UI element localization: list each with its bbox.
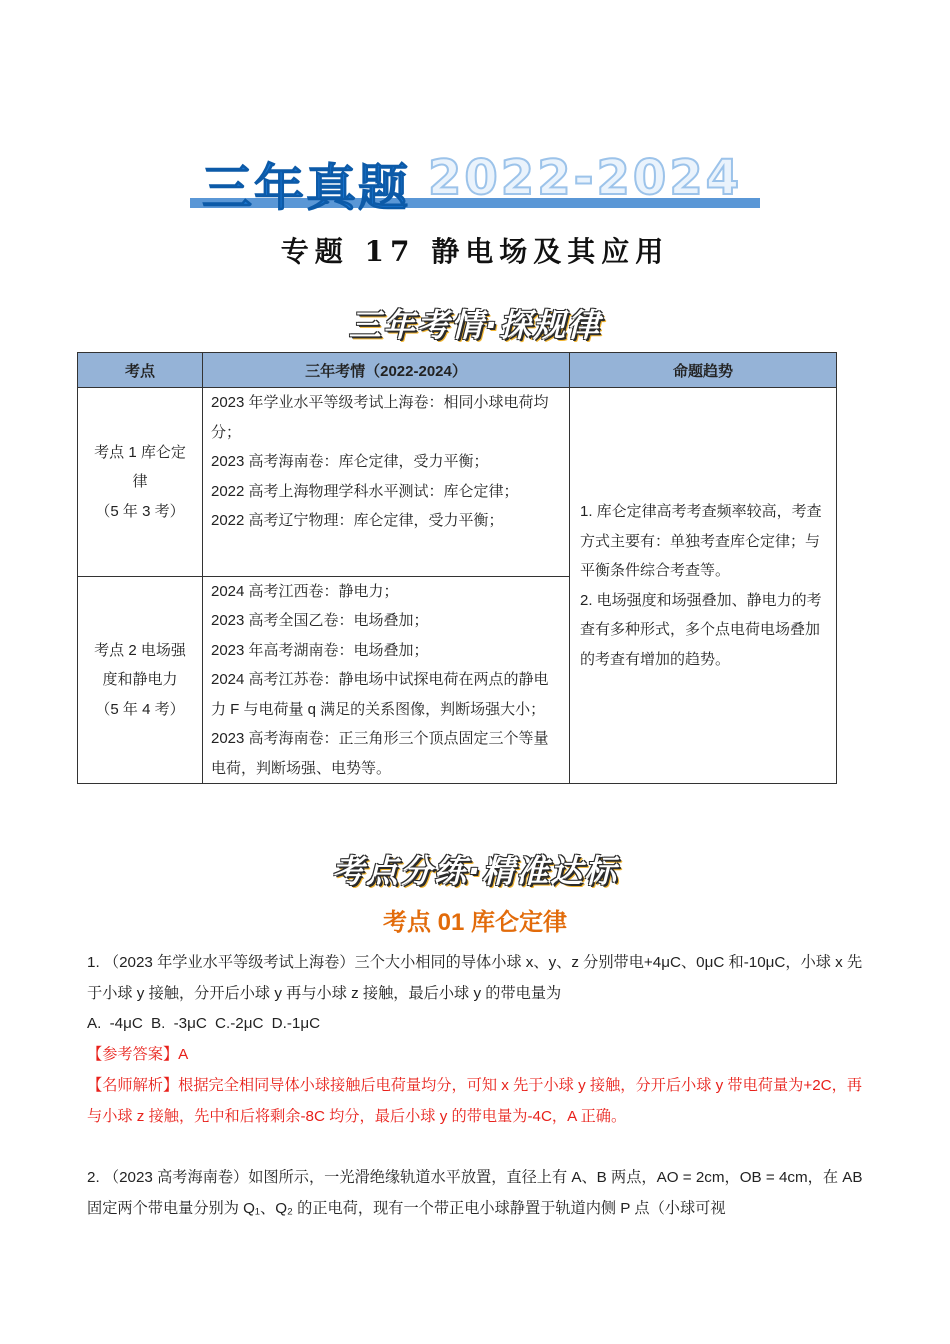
history-item: 2023 高考全国乙卷：电场叠加；	[211, 612, 429, 629]
topic-cell	[78, 576, 203, 784]
history-cell	[203, 388, 570, 577]
section2-banner: 考点分练·精准达标	[331, 852, 619, 890]
history-item: 2023 年学业水平等级考试上海卷：相同小球电荷均分；	[211, 394, 549, 441]
question-1-options: A. -4μC B. -3μC C.-2μC D.-1μC	[87, 1015, 321, 1032]
analysis-text: 根据完全相同导体小球接触后电荷量均分，可知 x 先于小球 y 接触，分开后小球 y 带电荷量为+2C，再与小球 z 接触，先中和后将剩余-8C 均分，最后小球 y 的带电量为-4C，A 正确。	[87, 1077, 863, 1125]
history-item: 2022 高考上海物理学科水平测试：库仑定律；	[211, 482, 519, 500]
trend-item: 1. 库仑定律高考考查频率较高，考查方式主要有：单独考查库仑定律；与平衡条件综合考查等。	[580, 503, 822, 579]
history-item: 2024 高考江西卷：静电力；	[211, 582, 399, 600]
question-1-analysis	[87, 1071, 867, 1132]
history-item: 2022 高考辽宁物理：库仑定律，受力平衡；	[211, 512, 504, 529]
table-row	[78, 388, 837, 577]
title-banner	[190, 148, 760, 217]
table-header-cell: 三年考情（2022-2024）	[203, 353, 570, 388]
table-header-cell: 考点	[78, 353, 203, 388]
section-title: 考点 01 库仑定律	[382, 909, 568, 936]
analysis-label: 【名师解析】	[87, 1077, 179, 1094]
topic-count: （5 年 3 考）	[95, 502, 185, 520]
answer-value: A	[178, 1046, 189, 1063]
topic-cell	[78, 388, 203, 577]
history-item: 2024 高考江苏卷：静电场中试探电荷在两点的静电力 F 与电荷量 q 满足的关系图像，判断场强大小；	[211, 671, 549, 718]
history-item: 2023 高考海南卷：正三角形三个顶点固定三个等量电荷，判断场强、电势等。	[211, 730, 549, 777]
banner-left-text: 三年真题	[202, 159, 410, 217]
history-cell	[203, 576, 570, 784]
question-2-stem: 2. （2023 高考海南卷）如图所示，一光滑绝缘轨道水平放置，直径上有 A、B 两点，AO = 2cm，OB = 4cm，在 AB 固定两个带电量分别为 Q₁、Q₂ 的正电荷，现有一个带正电小球静置于轨道内侧 P 点（小球可视	[87, 1169, 863, 1217]
topic-count: （5 年 4 考）	[95, 700, 185, 718]
answer-label: 【参考答案】	[87, 1046, 179, 1063]
question-1-stem: 1. （2023 年学业水平等级考试上海卷）三个大小相同的导体小球 x、y、z 分别带电+4μC、0μC 和-10μC，小球 x 先于小球 y 接触，分开后小球 y 再与小球 z 接触，最后小球 y 的带电量为	[87, 954, 863, 1002]
subject-title: 专题 17 静电场及其应用	[280, 235, 670, 268]
topic-name: 度和静电力	[102, 671, 178, 688]
history-item: 2023 年高考湖南卷：电场叠加；	[211, 641, 429, 659]
history-item: 2023 高考海南卷：库仑定律，受力平衡；	[211, 453, 489, 470]
section1-banner: 三年考情·探规律	[348, 306, 602, 344]
table-header-row	[78, 353, 837, 388]
table-header-cell: 命题趋势	[570, 353, 837, 388]
banner-right-text: 2022-2024	[428, 150, 743, 206]
topic-name: 律	[132, 473, 148, 490]
exam-analysis-table	[77, 352, 837, 784]
trend-item: 2. 电场强度和场强叠加、静电力的考查有多种形式，多个点电荷电场叠加的考查有增加的趋势。	[580, 591, 822, 668]
trend-cell	[570, 388, 837, 784]
topic-name: 考点 1 库仑定	[94, 443, 186, 461]
question-1-answer	[87, 1040, 867, 1071]
topic-name: 考点 2 电场强	[94, 641, 186, 659]
